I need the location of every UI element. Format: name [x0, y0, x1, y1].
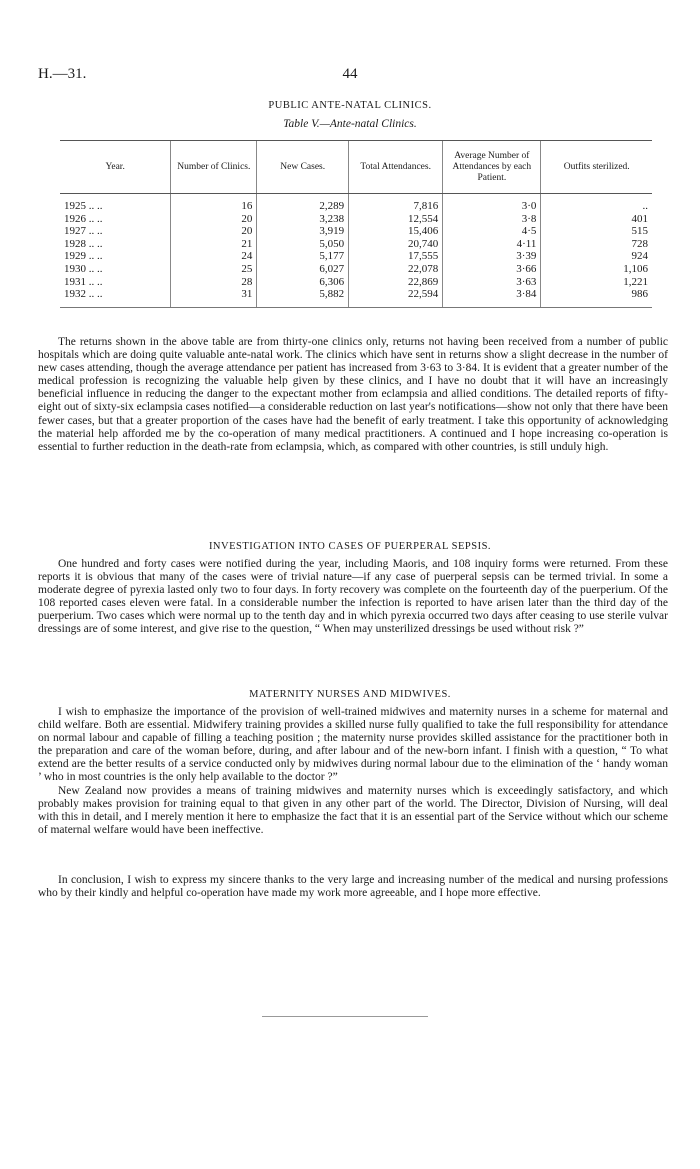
column-header-clinics: Number of Clinics.: [171, 141, 257, 194]
clinics-cell: 24: [171, 250, 257, 263]
midwives-heading: MATERNITY NURSES AND MIDWIVES.: [249, 689, 451, 700]
outfits-sterilized-cell: 401: [541, 213, 652, 226]
table-caption: Table V.—Ante-natal Clinics.: [283, 118, 417, 130]
clinics-cell: 16: [171, 194, 257, 213]
year-cell: 1928 .. ..: [64, 237, 103, 250]
clinics-cell: 20: [171, 213, 257, 226]
average-attendances-cell: 3·66: [443, 263, 541, 276]
new-cases-cell: 3,238: [257, 213, 349, 226]
table-row: [60, 263, 652, 276]
average-attendances-cell: 3·84: [443, 288, 541, 307]
table-title: PUBLIC ANTE-NATAL CLINICS.: [268, 100, 432, 111]
conclusion-section: [38, 874, 668, 900]
table-row: [60, 238, 652, 251]
year-cell: 1927 .. ..: [64, 225, 103, 238]
new-cases-cell: 6,027: [257, 263, 349, 276]
conclusion-paragraph: In conclusion, I wish to express my sincere thanks to the very large and increasing number of the medical and nursing professions who by their kindly and helpful co-operation have made my work more agreeable, and I hope more effective.: [38, 874, 668, 900]
average-attendances-cell: 3·39: [443, 250, 541, 263]
outfits-sterilized-cell: 1,106: [541, 263, 652, 276]
outfits-sterilized-cell: ..: [541, 194, 652, 213]
year-cell: 1930 .. ..: [64, 262, 103, 275]
column-header-new-cases: New Cases.: [257, 141, 349, 194]
column-header-average-attendances: Average Number of Attendances by each Patient.: [443, 141, 541, 194]
new-cases-cell: 5,882: [257, 288, 349, 307]
outfits-sterilized-cell: 924: [541, 250, 652, 263]
table-row: [60, 276, 652, 289]
outfits-sterilized-cell: 1,221: [541, 276, 652, 289]
sepsis-section: [38, 558, 668, 637]
year-cell: 1929 .. ..: [64, 250, 103, 263]
clinics-cell: 20: [171, 225, 257, 238]
total-attendances-cell: 12,554: [349, 213, 443, 226]
new-cases-cell: 2,289: [257, 194, 349, 213]
table-header-row: [60, 141, 652, 194]
clinics-cell: 28: [171, 276, 257, 289]
average-attendances-cell: 3·8: [443, 213, 541, 226]
antenatal-paragraph: The returns shown in the above table are from thirty-one clinics only, returns not having been received from a number of public hospitals which are doing quite valuable ante-natal work. The clinics which have sent in returns show a slight decrease in the number of new cases attending, though the average attendance per patient has increased from 3·63 to 3·84. It is evident that a greater number of the medical profession is recognizing the valuable help given by these clinics, and I have no doubt that it will have an increasingly beneficial influence in reducing the danger to the expectant mother from eclampsia and allied conditions. The detailed reports of fifty-eight out of sixty-six eclampsia cases notified—a considerable reduction on last year's notifications—show not only that there have been fewer cases, but that a greater proportion of the cases have had the benefit of early treatment. I take this opportunity of acknowledging the material help afforded me by the co-operation of many medical practitioners. A continued and I hope increasing co-operation is essential to further reduction in the death-rate from eclampsia, which, as compared with other countries, is still unduly high.: [38, 336, 668, 453]
midwives-paragraph-2: New Zealand now provides a means of training midwives and maternity nurses which is exceedingly satisfactory, and which probably makes provision for training equal to that given in any other part of the world. The Director, Division of Nursing, will deal with this in detail, and I merely mention it here to emphasize the fact that it is an essential part of the Service without which our scheme of maternal welfare would have been ineffective.: [38, 784, 668, 836]
table-row: [60, 250, 652, 263]
antenatal-section: [38, 336, 668, 454]
total-attendances-cell: 7,816: [349, 194, 443, 213]
outfits-sterilized-cell: 728: [541, 238, 652, 251]
column-header-outfits-sterilized: Outfits sterilized.: [541, 141, 652, 194]
year-cell: 1932 .. ..: [60, 288, 171, 307]
table-row: [60, 288, 652, 307]
total-attendances-cell: 15,406: [349, 225, 443, 238]
clinics-cell: 21: [171, 238, 257, 251]
year-cell: 1931 .. ..: [64, 275, 103, 288]
total-attendances-cell: 17,555: [349, 250, 443, 263]
outfits-sterilized-cell: 986: [541, 288, 652, 307]
total-attendances-cell: 22,869: [349, 276, 443, 289]
year-cell: 1926 .. ..: [64, 212, 103, 225]
outfits-sterilized-cell: 515: [541, 225, 652, 238]
clinics-cell: 25: [171, 263, 257, 276]
new-cases-cell: 3,919: [257, 225, 349, 238]
midwives-section: [38, 706, 668, 837]
average-attendances-cell: 3·63: [443, 276, 541, 289]
new-cases-cell: 5,177: [257, 250, 349, 263]
antenatal-clinics-table: [60, 140, 652, 308]
column-header-total-attendances: Total Attendances.: [349, 141, 443, 194]
table-row: [60, 194, 652, 213]
table-row: [60, 213, 652, 226]
new-cases-cell: 6,306: [257, 276, 349, 289]
new-cases-cell: 5,050: [257, 238, 349, 251]
total-attendances-cell: 20,740: [349, 238, 443, 251]
total-attendances-cell: 22,594: [349, 288, 443, 307]
midwives-paragraph-1: I wish to emphasize the importance of the provision of well-trained midwives and maternity nurses in a scheme for maternal and child welfare. Both are essential. Midwifery training provides a skilled nurse fully qualified to take the full responsibility for attendance on normal labour and capable of filling a teaching position ; the maternity nurse provides skilled assistance for the practitioner both in the preparation and care of the woman before, during, and after labour and of the new-born infant. I finish with a question, “ To what extend are the better results of a service conducted only by midwives during normal labour due to the elimination of the ‘ handy woman ’ who in most countries is the only help available to the doctor ?”: [38, 706, 668, 784]
clinics-cell: 31: [171, 288, 257, 307]
table-row: [60, 225, 652, 238]
average-attendances-cell: 4·5: [443, 225, 541, 238]
average-attendances-cell: 4·11: [443, 238, 541, 251]
sepsis-paragraph: One hundred and forty cases were notified during the year, including Maoris, and 108 inquiry forms were returned. From these reports it is obvious that many of the cases were of trivial nature—if any case of puerperal sepsis can be termed trivial. In some a moderate degree of pyrexia lasted only two to four days. In forty recovery was complete on the fourteenth day of the puerperium. Of the 108 reported cases eleven were fatal. In a considerable number the infection is reported to have arisen later than the third day of the puerperium. Two cases which were normal up to the tenth day and in which pyrexia occurred two days after ceasing to use sterile vulvar dressings are of some interest, and give rise to the question, “ When may unsterilized dressings be used without risk ?”: [38, 558, 668, 636]
total-attendances-cell: 22,078: [349, 263, 443, 276]
sepsis-heading: INVESTIGATION INTO CASES OF PUERPERAL SEPSIS.: [208, 541, 492, 552]
column-header-year: Year.: [60, 141, 171, 194]
page-number: 44: [342, 66, 358, 82]
year-cell: 1925 .. ..: [64, 200, 103, 212]
footer-rule: [262, 1016, 428, 1017]
series-reference: H.—31.: [38, 66, 87, 82]
average-attendances-cell: 3·0: [443, 194, 541, 213]
